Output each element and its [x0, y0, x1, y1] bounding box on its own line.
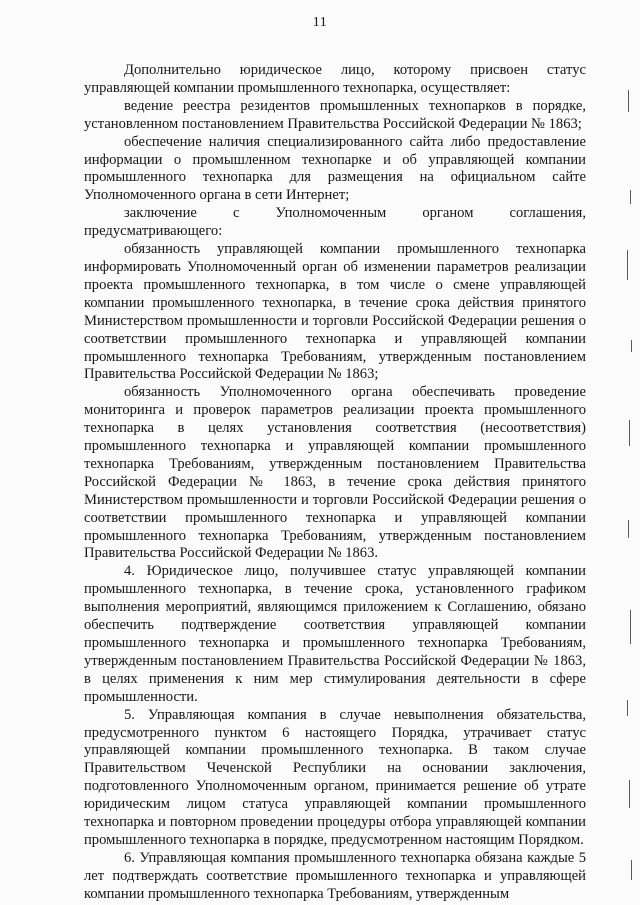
paragraph-website: обеспечение наличия специализированного сайта либо предоставление информации о промышленном технопарке и об управляющей компании промышленного технопарка для размещения на официальном сайте Уполномоченного органа в сети Интернет; [84, 133, 586, 204]
paragraph-agreement: заключение с Уполномоченным органом соглашения, предусматривающего: [84, 205, 586, 240]
scan-edge-artifacts [618, 0, 640, 905]
paragraph-item-5: 5. Управляющая компания в случае невыполнения обязательства, предусмотренного пунктом 6 настоящего Порядка, утрачивает статус управляющей компании промышленного технопарка. В таком случае Правительством Чеченской Республики на основании заключения, подготовленного Уполномоченным органом, принимается решение об утрате юридическим лицом статуса управляющей компании промышленного технопарка и повторном проведении процедуры отбора управляющей компании промышленного технопарка в порядке, предусмотренном настоящим Порядком. [84, 706, 586, 848]
paragraph-obligation-authority: обязанность Уполномоченного органа обеспечивать проведение мониторинга и проверок параметров реализации проекта промышленного технопарка в целях установления соответствия (несоответствия) промышленного технопарка и управляющей компании промышленного технопарка Требованиям, утвержденным постановлением Правительства Российской Федерации № 1863, в течение срока действия принятого Министерством промышленности и торговли Российской Федерации решения о соответствии промышленного технопарка и управляющей компании промышленного технопарка Требованиям, утвержденным постановлением Правительства Российской Федерации № 1863. [84, 384, 586, 562]
paragraph-registry: ведение реестра резидентов промышленных технопарков в порядке, установленном постановлением Правительства Российской Федерации № 1863; [84, 97, 586, 132]
document-body [84, 62, 586, 904]
paragraph-item-4: 4. Юридическое лицо, получившее статус управляющей компании промышленного технопарка, в течение срока, установленного графиком выполнения мероприятий, являющимся приложением к Соглашению, обязано обеспечить подтверждение соответствия управляющей компании промышленного технопарка и промышленного технопарка Требованиям, утвержденным постановлением Правительства Российской Федерации № 1863, в целях применения к ним мер стимулирования деятельности в сфере промышленности. [84, 563, 586, 705]
paragraph-obligation-company: обязанность управляющей компании промышленного технопарка информировать Уполномоченный орган об изменении параметров реализации проекта промышленного технопарка, в том числе о смене управляющей компании промышленного технопарка, в течение срока действия принятого Министерством промышленности и торговли Российской Федерации решения о соответствии промышленного технопарка и управляющей компании промышленного технопарка Требованиям, утвержденным постановлением Правительства Российской Федерации № 1863; [84, 241, 586, 383]
paragraph-intro: Дополнительно юридическое лицо, которому присвоен статус управляющей компании промышленного технопарка, осуществляет: [84, 62, 586, 96]
page-number: 11 [312, 15, 328, 30]
paragraph-item-6: 6. Управляющая компания промышленного технопарка обязана каждые 5 лет подтверждать соответствие промышленного технопарка и управляющей компании промышленного технопарка Требованиям, утвержденным [84, 849, 586, 902]
